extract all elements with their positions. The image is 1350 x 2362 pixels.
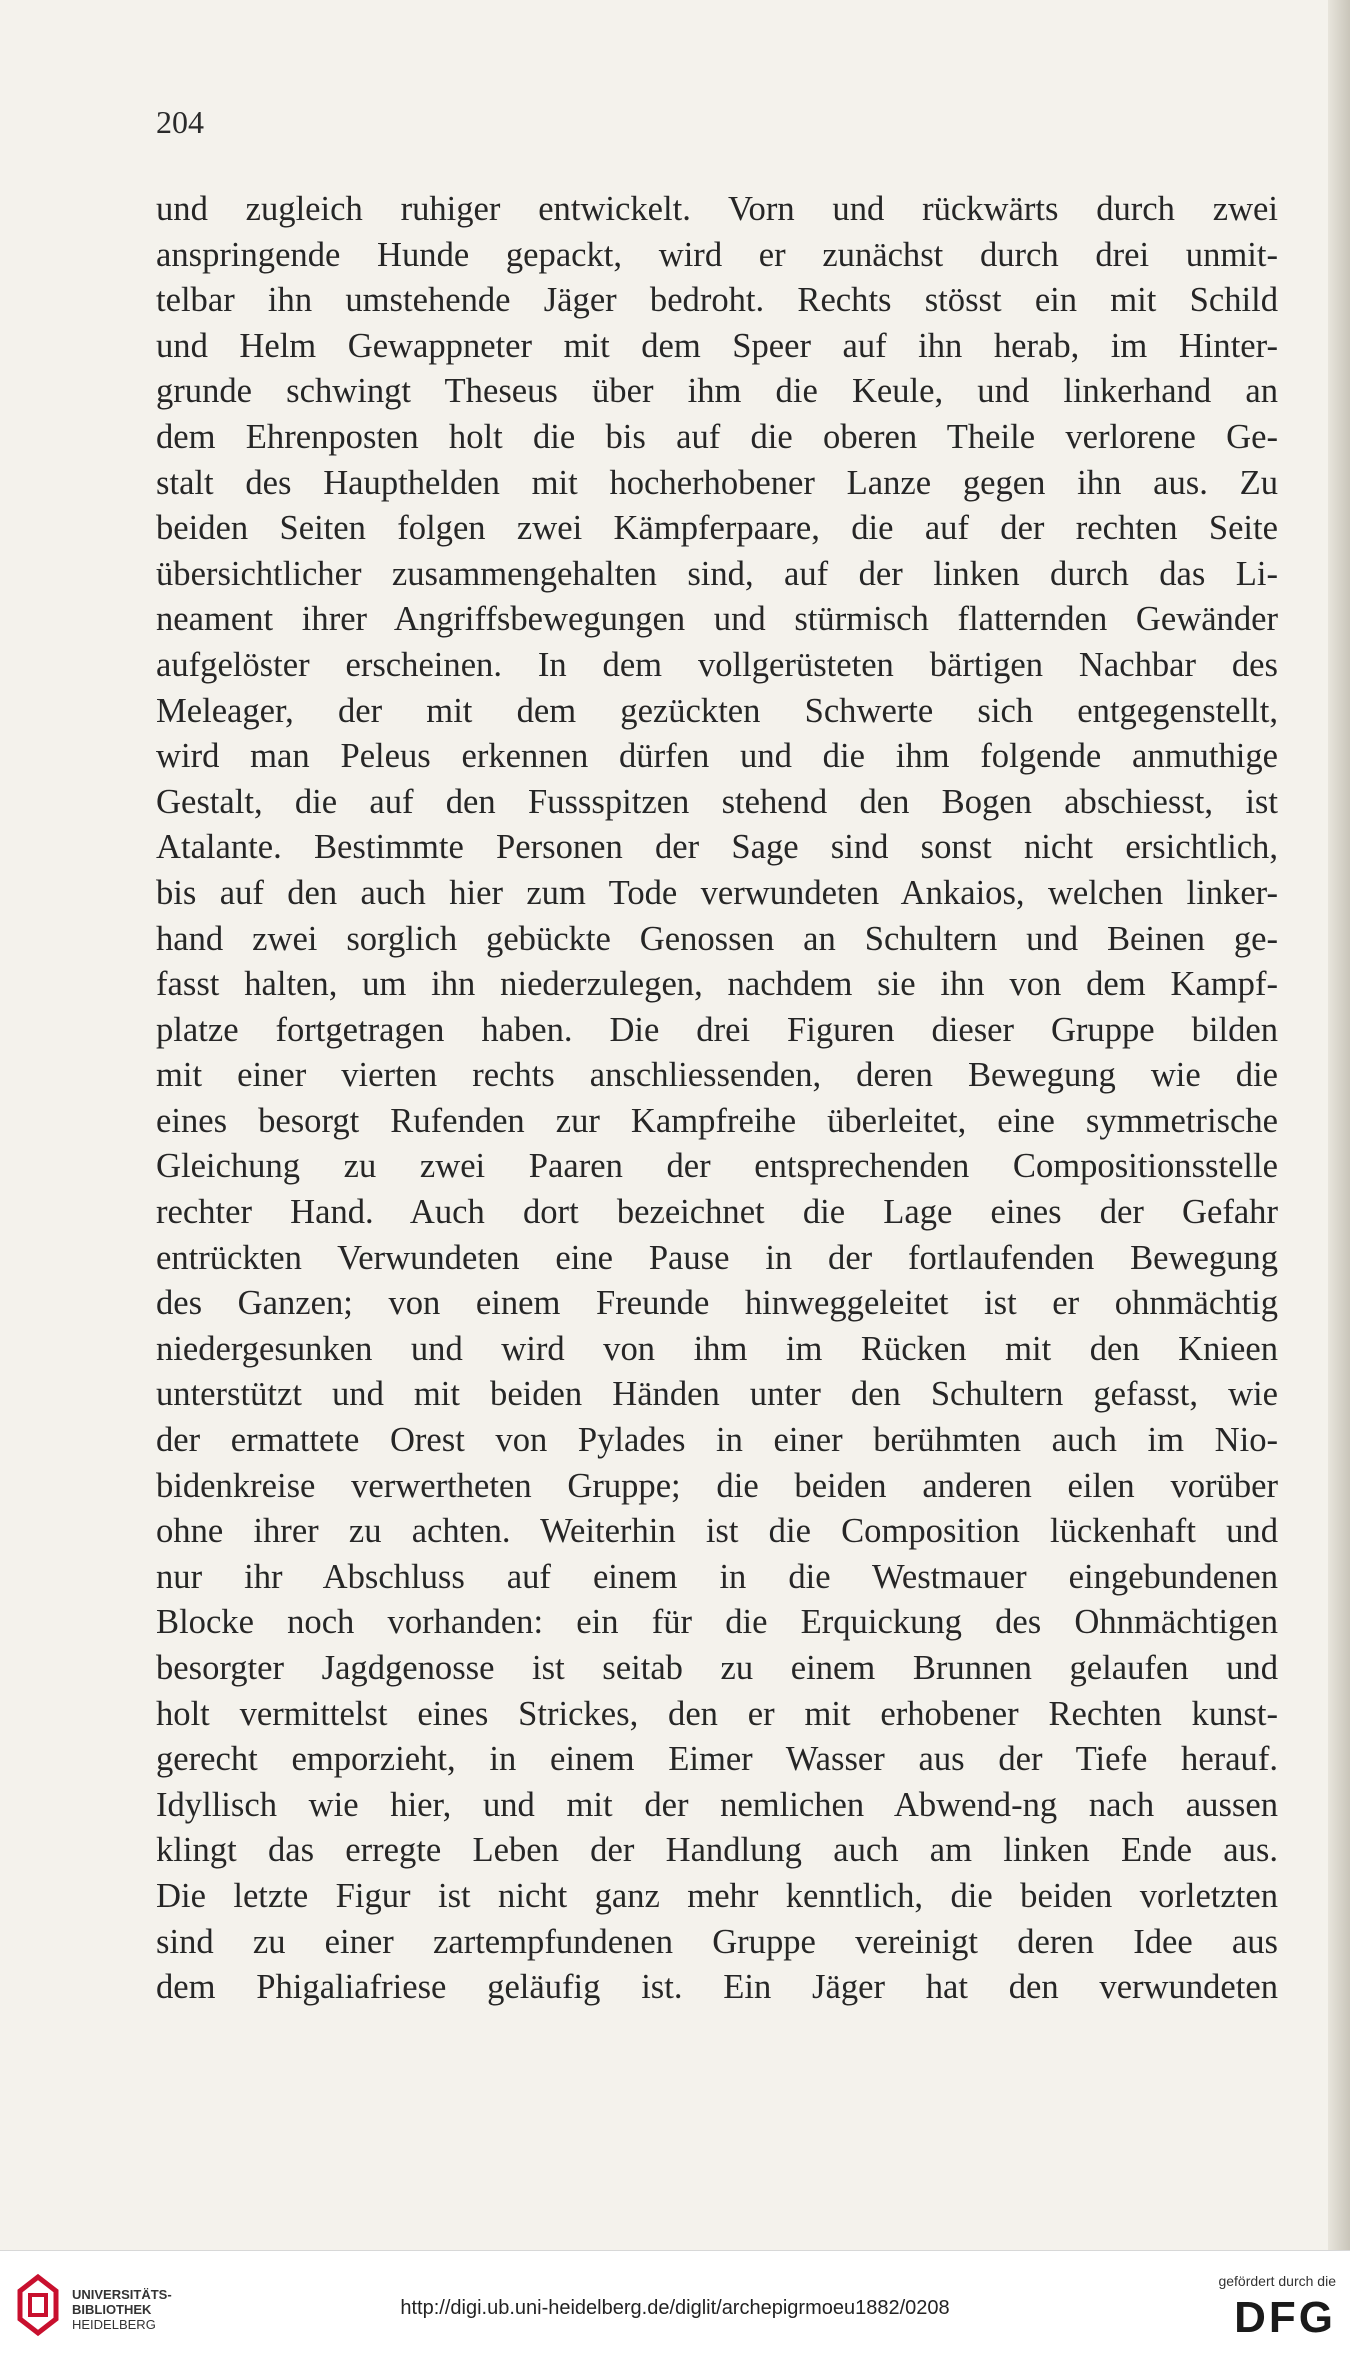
text-line: telbar ihn umstehende Jäger bedroht. Rechts stösst ein mit Schild [156,281,1278,320]
text-line: nur ihr Abschluss auf einem in die Westmauer eingebundenen [156,1557,1278,1596]
text-line: dem Phigaliafriese geläufig ist. Ein Jäger hat den verwundeten [156,1968,1278,2007]
library-line-2: BIBLIOTHEK [72,2302,152,2317]
library-line-1: UNIVERSITÄTS- [72,2287,172,2302]
footer-bar [0,2250,1350,2362]
text-line: des Ganzen; von einem Freunde hinweggeleitet ist er ohnmächtig [156,1284,1278,1323]
text-line: aufgelöster erscheinen. In dem vollgerüsteten bärtigen Nachbar des [156,645,1278,684]
text-line: eines besorgt Rufenden zur Kampfreihe überleitet, eine symmetrische [156,1101,1278,1140]
funder-block [1218,2273,1336,2343]
text-line: besorgter Jagdgenosse ist seitab zu einem Brunnen gelaufen und [156,1649,1278,1687]
text-line: hand zwei sorglich gebückte Genossen an Schultern und Beinen ge- [156,919,1278,958]
text-line: und zugleich ruhiger entwickelt. Vorn und rückwärts durch zwei [156,190,1278,228]
funder-label: gefördert durch die [1218,2273,1336,2289]
text-line: neament ihrer Angriffsbewegungen und stürmisch flatternden Gewänder [156,600,1278,639]
text-line: holt vermittelst eines Strickes, den er mit erhobener Rechten kunst- [156,1694,1278,1733]
text-line: stalt des Haupthelden mit hocherhobener Lanze gegen ihn aus. Zu [156,463,1278,502]
text-line: grunde schwingt Theseus über ihm die Keule, und linkerhand an [156,372,1278,411]
text-line: Atalante. Bestimmte Personen der Sage sind sonst nicht ersichtlich, [156,828,1278,867]
text-line: dem Ehrenposten holt die bis auf die oberen Theile verlorene Ge- [156,417,1278,456]
text-line: übersichtlicher zusammengehalten sind, auf der linken durch das Li- [156,554,1278,593]
library-line-3: HEIDELBERG [72,2317,156,2332]
text-line: unterstützt und mit beiden Händen unter den Schultern gefasst, wie [156,1375,1278,1414]
text-line: der ermattete Orest von Pylades in einer berühmten auch im Nio- [156,1421,1278,1460]
scan-edge-shadow [1328,0,1350,2250]
text-line: wird man Peleus erkennen dürfen und die ihm folgende anmuthige [156,737,1278,776]
page-number: 204 [156,104,204,140]
text-line: Die letzte Figur ist nicht ganz mehr kenntlich, die beiden vorletzten [156,1876,1278,1915]
dfg-logo: DFG [1234,2293,1336,2342]
text-line: bis auf den auch hier zum Tode verwundeten Ankaios, welchen linker- [156,873,1278,912]
text-line: platze fortgetragen haben. Die drei Figuren dieser Gruppe bilden [156,1010,1278,1049]
text-line: fasst halten, um ihn niederzulegen, nachdem sie ihn von dem Kampf- [156,965,1278,1004]
text-line: ohne ihrer zu achten. Weiterhin ist die Composition lückenhaft und [156,1512,1278,1551]
text-line: Idyllisch wie hier, und mit der nemlichen Abwend-ng nach aussen [156,1785,1278,1824]
body-text [156,187,1278,2011]
text-line: rechter Hand. Auch dort bezeichnet die Lage eines der Gefahr [156,1193,1278,1232]
text-line: niedergesunken und wird von ihm im Rücken mit den Knieen [156,1329,1278,1368]
text-line: Gestalt, die auf den Fussspitzen stehend den Bogen abschiesst, ist [156,782,1278,821]
text-line: sind zu einer zartempfundenen Gruppe vereinigt deren Idee aus [156,1922,1278,1961]
text-line: Meleager, der mit dem gezückten Schwerte sich entgegenstellt, [156,691,1278,730]
text-line: gerecht emporzieht, in einem Eimer Wasser aus der Tiefe herauf. [156,1740,1278,1779]
text-line: Blocke noch vorhanden: ein für die Erquickung des Ohnmächtigen [156,1603,1278,1642]
text-line: entrückten Verwundeten eine Pause in der fortlaufenden Bewegung [156,1238,1278,1277]
text-line: mit einer vierten rechts anschliessenden, deren Bewegung wie die [156,1056,1278,1095]
text-line: und Helm Gewappneter mit dem Speer auf ihn herab, im Hinter- [156,326,1278,365]
text-line: beiden Seiten folgen zwei Kämpferpaare, die auf der rechten Seite [156,509,1278,548]
text-line: anspringende Hunde gepackt, wird er zunächst durch drei unmit- [156,235,1278,274]
text-line: Gleichung zu zwei Paaren der entsprechenden Compositionsstelle [156,1147,1278,1186]
text-line: klingt das erregte Leben der Handlung auch am linken Ende aus. [156,1831,1278,1870]
text-line: bidenkreise verwertheten Gruppe; die beiden anderen eilen vorüber [156,1466,1278,1505]
permalink-url[interactable]: http://digi.ub.uni-heidelberg.de/diglit/archepigrmoeu1882/0208 [400,2297,950,2319]
